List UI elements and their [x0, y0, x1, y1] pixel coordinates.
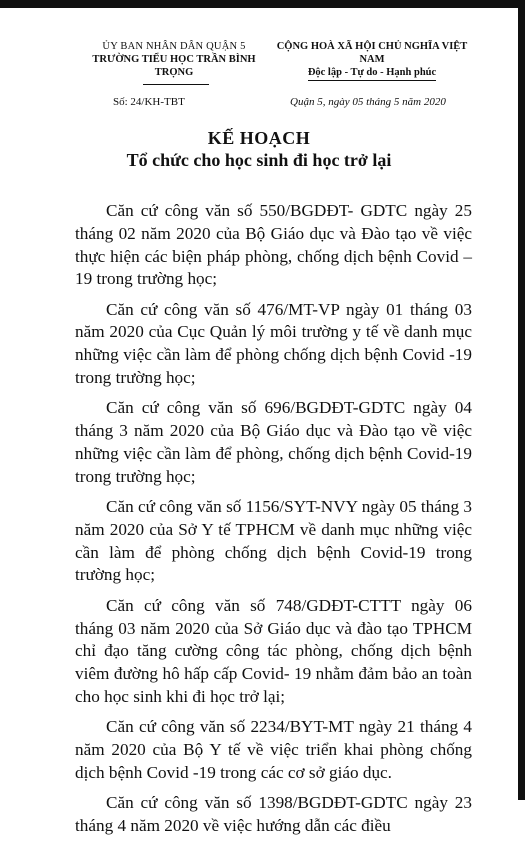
issuer-underline	[143, 84, 209, 85]
national-header	[273, 40, 471, 81]
top-border	[0, 0, 525, 8]
legal-basis-paragraph: Căn cứ công văn số 1398/BGDĐT-GDTC ngày 23 tháng 4 năm 2020 về việc hướng dẫn các điều	[75, 793, 472, 835]
legal-basis-paragraph: Căn cứ công văn số 748/GDĐT-CTTT ngày 06 tháng 03 năm 2020 của Sở Giáo dục và đào tạo TPHCM chỉ đạo tăng cường công tác phòng, chống dịch bệnh viêm đường hô hấp cấp Covid- 19 nhằm đảm bảo an toàn cho học sinh khi đi học trở lại;	[75, 595, 472, 706]
document-number: Số: 24/KH-TBT	[113, 96, 185, 108]
legal-basis-paragraph: Căn cứ công văn số 1156/SYT-NVY ngày 05 tháng 3 năm 2020 của Sở Y tế TPHCM về danh mục những việc cần làm để phòng chống dịch bệnh Covid-19 trong trường học;	[75, 497, 472, 585]
document-body	[75, 200, 472, 845]
country-name: CỘNG HOÀ XÃ HỘI CHỦ NGHĨA VIỆT NAM	[276, 41, 468, 65]
legal-basis-paragraph: Căn cứ công văn số 696/BGDĐT-GDTC ngày 04 tháng 3 năm 2020 của Bộ Giáo dục và Đào tạo về việc những việc cần làm để phòng, chống dịch bệnh Covid-19 trong trường học;	[75, 398, 472, 486]
place-and-date: Quận 5, ngày 05 tháng 5 năm 2020	[290, 96, 446, 108]
document-subtitle: Tổ chức cho học sinh đi học trở lại	[126, 150, 392, 170]
legal-basis-paragraph: Căn cứ công văn số 476/MT-VP ngày 01 tháng 03 năm 2020 của Cục Quản lý môi trường y tế về danh mục những việc cần làm để phòng chống dịch bệnh Covid -19 trong trường học;	[75, 299, 472, 388]
issuer-agency: ỦY BAN NHÂN DÂN QUẬN 5	[102, 41, 246, 52]
issuer-school: TRƯỜNG TIỂU HỌC TRẦN BÌNH TRỌNG	[92, 54, 256, 78]
legal-basis-paragraph: Căn cứ công văn số 550/BGDĐT- GDTC ngày 25 tháng 02 năm 2020 của Bộ Giáo dục và Đào tạo về việc thực hiện các biện pháp phòng, chống dịch bệnh Covid – 19 trong trường học;	[75, 201, 472, 289]
legal-basis-paragraph: Căn cứ công văn số 2234/BYT-MT ngày 21 tháng 4 năm 2020 của Bộ Y tế về việc triển khai phòng chống dịch bệnh Covid -19 trong các cơ sở giáo dục.	[75, 717, 472, 782]
right-border	[518, 0, 525, 800]
national-motto: Độc lập - Tự do - Hạnh phúc	[308, 66, 436, 81]
issuer-block	[88, 40, 260, 79]
document-title: KẾ HOẠCH	[207, 128, 311, 148]
